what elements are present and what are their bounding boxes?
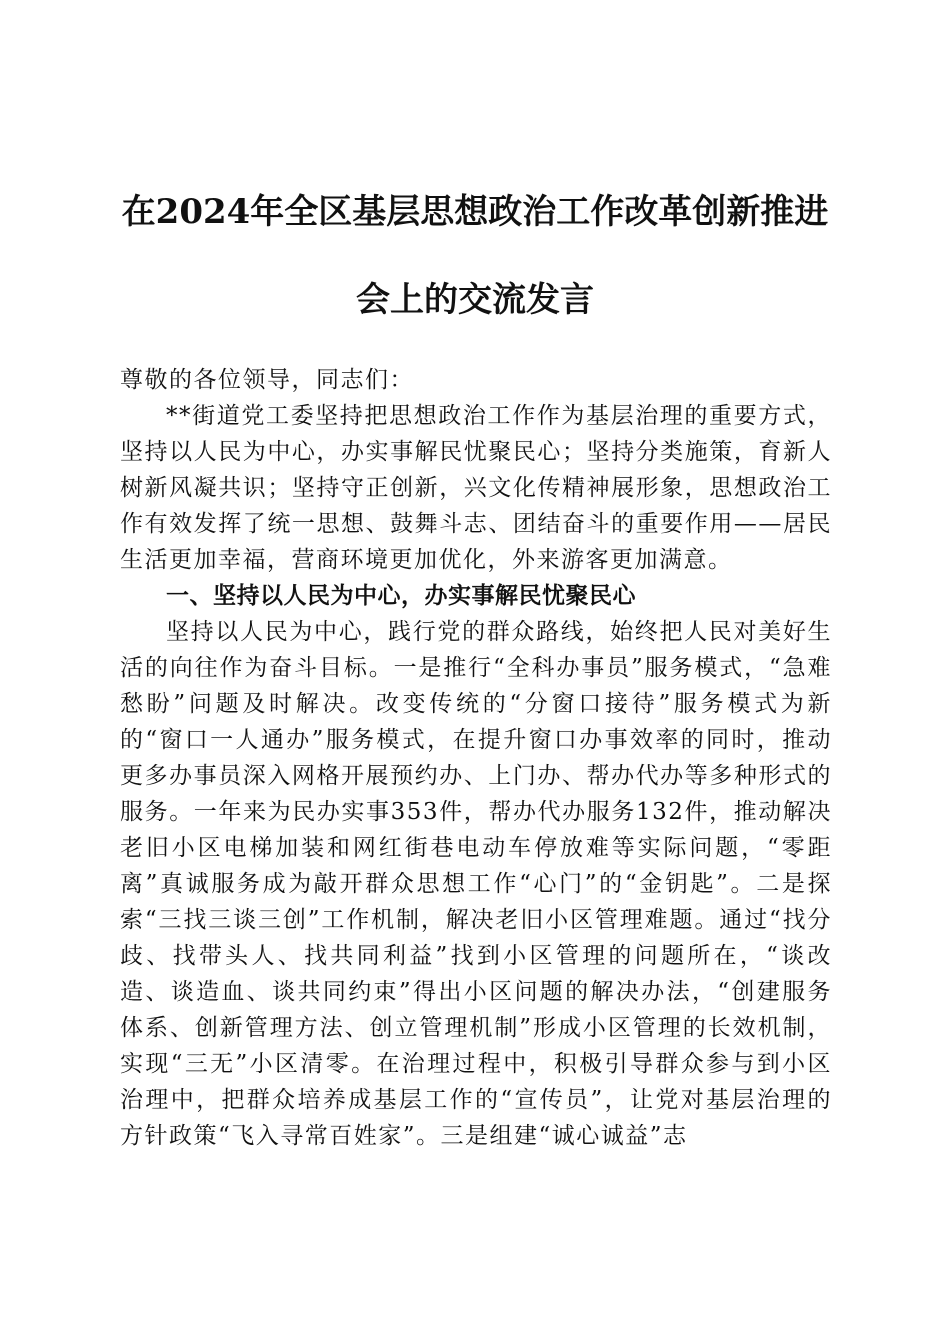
intro-paragraph: **街道党工委坚持把思想政治工作作为基层治理的重要方式，坚持以人民为中心，办实事解民忧聚民心；坚持分类施策，育新人树新风凝共识；坚持守正创新，兴文化传精神展形象，思想政治工作有效发挥了统一思想、鼓舞斗志、团结奋斗的重要作用——居民生活更加幸福，营商环境更加优化，外来游客更加满意。 bbox=[120, 403, 832, 573]
salutation: 尊敬的各位领导，同志们： bbox=[120, 367, 414, 393]
section-heading-1: 一、坚持以人民为中心，办实事解民忧聚民心 bbox=[166, 583, 636, 609]
document-body bbox=[120, 362, 832, 1154]
section-1-paragraph: 坚持以人民为中心，践行党的群众路线，始终把人民对美好生活的向往作为奋斗目标。一是推行“全科办事员”服务模式，“急难愁盼”问题及时解决。改变传统的“分窗口接待”服务模式为新的“窗口一人通办”服务模式，在提升窗口办事效率的同时，推动更多办事员深入网格开展预约办、上门办、帮办代办等多种形式的服务。一年来为民办实事353件，帮办代办服务132件，推动解决老旧小区电梯加装和网红街巷电动车停放难等实际问题，“零距离”真诚服务成为敲开群众思想工作“心门”的“金钥匙”。二是探索“三找三谈三创”工作机制，解决老旧小区管理难题。通过“找分歧、找带头人、找共同利益”找到小区管理的问题所在，“谈改造、谈造血、谈共同约束”得出小区问题的解决办法，“创建服务体系、创新管理方法、创立管理机制”形成小区管理的长效机制，实现“三无”小区清零。在治理过程中，积极引导群众参与到小区治理中，把群众培养成基层工作的“宣传员”，让党对基层治理的方针政策“飞入寻常百姓家”。三是组建“诚心诚益”志 bbox=[120, 619, 832, 1149]
document-title: 在2024年全区基层思想政治工作改革创新推进会上的交流发言 bbox=[121, 192, 829, 320]
